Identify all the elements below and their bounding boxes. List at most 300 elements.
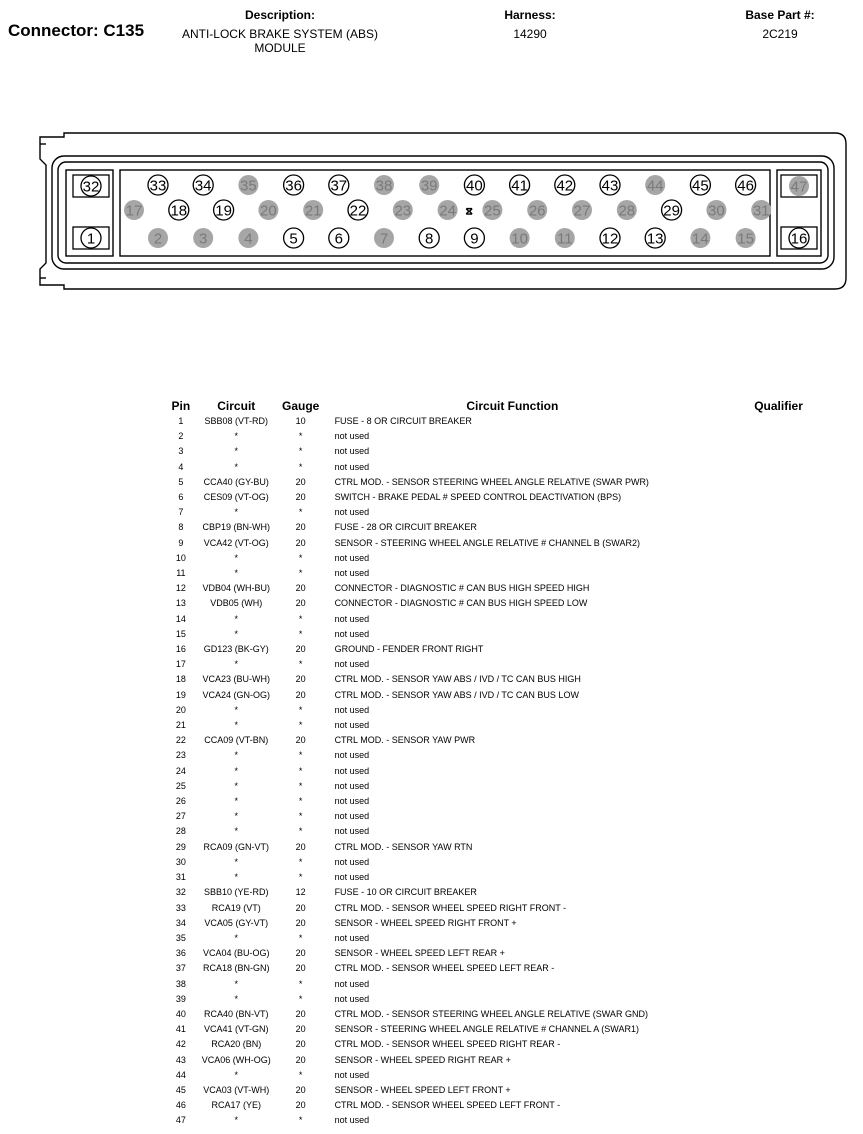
pin-label: 5 (289, 230, 298, 248)
pin-label: 19 (215, 202, 232, 220)
function-cell: CTRL MOD. - SENSOR STEERING WHEEL ANGLE RELATIVE (SWAR GND) (334, 1008, 648, 1019)
function-cell: FUSE - 10 OR CIRCUIT BREAKER (334, 887, 477, 898)
pin-label: 42 (556, 177, 574, 195)
gauge-cell: * (298, 568, 303, 579)
qualifier-cell (694, 596, 863, 611)
table-row (160, 1037, 863, 1052)
circuit-cell: * (234, 796, 239, 807)
pin-28 (617, 200, 637, 220)
function-cell: not used (334, 1115, 370, 1126)
table-row (160, 475, 863, 490)
qualifier-cell (694, 809, 863, 824)
table-header-row (160, 398, 863, 414)
function-cell: CTRL MOD. - SENSOR YAW RTN (334, 841, 473, 852)
qualifier-cell (694, 1068, 863, 1083)
qualifier-cell (694, 733, 863, 748)
gauge-cell: 20 (295, 917, 306, 928)
function-cell: not used (334, 780, 370, 791)
function-cell: SENSOR - STEERING WHEEL ANGLE RELATIVE # CHANNEL B (SWAR2) (334, 537, 640, 548)
table-row (160, 733, 863, 748)
pin-cell: 29 (175, 841, 186, 852)
pin-label: 38 (375, 177, 393, 195)
gauge-cell: 20 (295, 948, 306, 959)
pin-label: 23 (394, 202, 412, 220)
circuit-cell: VDB04 (WH-BU) (202, 583, 271, 594)
qualifier-cell (694, 1113, 863, 1128)
qualifier-cell (694, 490, 863, 505)
circuit-cell: RCA17 (YE) (211, 1100, 262, 1111)
gauge-cell: 20 (295, 1039, 306, 1050)
circuit-cell: CES09 (VT-OG) (203, 492, 269, 503)
circuit-cell: * (234, 628, 239, 639)
circuit-cell: * (234, 659, 239, 670)
pin-13 (645, 228, 665, 248)
pin-label: 9 (470, 230, 479, 248)
pin-cell: 12 (175, 583, 186, 594)
qualifier-cell (694, 1083, 863, 1098)
pin-18 (169, 200, 189, 220)
qualifier-cell (694, 688, 863, 703)
table-row (160, 840, 863, 855)
pin-cell: 11 (176, 568, 186, 579)
function-cell: not used (334, 811, 370, 822)
gauge-cell: 20 (295, 644, 306, 655)
pin-cell: 31 (175, 872, 186, 883)
pin-label: 32 (82, 178, 100, 196)
pin-cell: 34 (175, 917, 186, 928)
function-cell: not used (334, 856, 370, 867)
pin-label: 2 (153, 230, 163, 248)
qualifier-cell (694, 977, 863, 992)
pin-47 (781, 175, 817, 197)
gauge-cell: 20 (295, 537, 306, 548)
pin-8 (419, 228, 439, 248)
pin-21 (303, 200, 323, 220)
pin-41 (510, 175, 530, 195)
table-row (160, 657, 863, 672)
gauge-cell: * (298, 796, 303, 807)
pin-46 (736, 175, 756, 195)
table-row (160, 748, 863, 763)
qualifier-cell (694, 764, 863, 779)
pin-cell: 39 (175, 993, 186, 1004)
pin-label: 4 (244, 230, 253, 248)
function-cell: not used (334, 613, 370, 624)
pin-cell: 2 (178, 431, 184, 442)
table-row (160, 1098, 863, 1113)
pin-cell: 5 (178, 476, 184, 487)
qualifier-cell (694, 703, 863, 718)
circuit-cell: * (234, 856, 239, 867)
pin-cell: 28 (175, 826, 186, 837)
table-row (160, 596, 863, 611)
pin-40 (464, 175, 484, 195)
qualifier-cell (694, 1022, 863, 1037)
pin-label: 11 (557, 230, 573, 248)
pinout-table (160, 398, 863, 1129)
qualifier-cell (694, 961, 863, 976)
table-row (160, 536, 863, 551)
pin-label: 47 (790, 178, 808, 196)
pin-label: 15 (737, 230, 754, 248)
gauge-cell: 20 (295, 674, 306, 685)
circuit-cell: VDB05 (WH) (210, 598, 263, 609)
qualifier-cell (694, 901, 863, 916)
table-row (160, 764, 863, 779)
function-cell: SENSOR - WHEEL SPEED RIGHT FRONT + (334, 917, 517, 928)
function-cell: CTRL MOD. - SENSOR STEERING WHEEL ANGLE RELATIVE (SWAR PWR) (334, 476, 649, 487)
table-row (160, 612, 863, 627)
pin-label: 10 (511, 230, 528, 248)
pin-cell: 18 (175, 674, 186, 685)
pin-24 (438, 200, 458, 220)
pin-label: 26 (528, 202, 546, 220)
gauge-cell: * (298, 720, 303, 731)
pin-label: 35 (240, 177, 257, 195)
function-cell: not used (334, 461, 370, 472)
function-cell: not used (334, 1069, 370, 1080)
pin-23 (393, 200, 413, 220)
qualifier-cell (694, 855, 863, 870)
circuit-cell: RCA09 (GN-VT) (203, 841, 270, 852)
gauge-cell: * (298, 507, 303, 518)
pin-cell: 10 (175, 552, 186, 563)
gauge-cell: * (298, 461, 303, 472)
circuit-cell: VCA05 (GY-VT) (204, 917, 269, 928)
table-row (160, 794, 863, 809)
table-row (160, 490, 863, 505)
pin-label: 12 (601, 230, 619, 248)
pin-label: 27 (573, 202, 591, 220)
qualifier-cell (694, 566, 863, 581)
table-row (160, 627, 863, 642)
qualifier-cell (694, 794, 863, 809)
pin-42 (555, 175, 575, 195)
pin-cell: 26 (175, 796, 186, 807)
description-label: Description: (244, 8, 315, 22)
qualifier-cell (694, 748, 863, 763)
qualifier-cell (694, 581, 863, 596)
circuit-cell: * (234, 507, 239, 518)
pin-cell: 17 (175, 659, 186, 670)
table-row (160, 1083, 863, 1098)
pin-label: 37 (330, 177, 348, 195)
circuit-cell: * (234, 780, 239, 791)
circuit-cell: * (234, 552, 239, 563)
qualifier-cell (694, 1053, 863, 1068)
qualifier-cell (694, 444, 863, 459)
function-cell: not used (334, 993, 370, 1004)
pin-label: 43 (601, 177, 619, 195)
gauge-cell: * (298, 978, 303, 989)
gauge-cell: * (298, 856, 303, 867)
pin-11 (555, 228, 575, 248)
header-circuit: Circuit (217, 399, 256, 413)
pin-43 (600, 175, 620, 195)
gauge-cell: * (298, 552, 303, 563)
qualifier-cell (694, 520, 863, 535)
circuit-cell: CCA40 (GY-BU) (203, 476, 269, 487)
qualifier-cell (694, 536, 863, 551)
gauge-cell: * (298, 1115, 303, 1126)
pin-cell: 44 (175, 1069, 186, 1080)
table-row (160, 961, 863, 976)
table-row (160, 992, 863, 1007)
function-cell: CTRL MOD. - SENSOR YAW PWR (334, 735, 476, 746)
pin-label: 6 (334, 230, 343, 248)
circuit-cell: * (234, 872, 239, 883)
pin-33 (148, 175, 168, 195)
circuit-cell: * (234, 720, 239, 731)
function-cell: CTRL MOD. - SENSOR YAW ABS / IVD / TC CAN BUS HIGH (334, 674, 581, 685)
table-row (160, 581, 863, 596)
description-line1: ANTI-LOCK BRAKE SYSTEM (ABS) (181, 27, 379, 41)
pin-label: 13 (646, 230, 664, 248)
pin-label: 21 (304, 202, 322, 220)
qualifier-cell (694, 718, 863, 733)
table-row (160, 642, 863, 657)
circuit-cell: VCA06 (WH-OG) (201, 1054, 271, 1065)
function-cell: not used (334, 796, 370, 807)
gauge-cell: * (298, 811, 303, 822)
table-row (160, 885, 863, 900)
gauge-cell: * (298, 932, 303, 943)
pin-cell: 7 (178, 507, 184, 518)
pin-layer (73, 175, 817, 249)
gauge-cell: 20 (295, 598, 306, 609)
circuit-cell: SBB08 (VT-RD) (204, 416, 269, 426)
base-part-value: 2C219 (762, 27, 798, 41)
gauge-cell: 20 (295, 1100, 306, 1111)
circuit-cell: RCA40 (BN-VT) (204, 1008, 269, 1019)
header-pin: Pin (171, 399, 191, 413)
pin-label: 22 (349, 202, 367, 220)
pin-label: 14 (692, 230, 709, 248)
pin-cell: 27 (175, 811, 186, 822)
pin-label: 24 (439, 202, 456, 220)
circuit-cell: * (234, 431, 239, 442)
pin-label: 28 (618, 202, 636, 220)
pin-25 (482, 200, 502, 220)
function-cell: CTRL MOD. - SENSOR WHEEL SPEED LEFT FRONT - (334, 1100, 561, 1111)
table-row (160, 444, 863, 459)
qualifier-cell (694, 1037, 863, 1052)
function-cell: SENSOR - WHEEL SPEED LEFT REAR + (334, 948, 505, 959)
qualifier-cell (694, 460, 863, 475)
qualifier-cell (694, 475, 863, 490)
pin-22 (348, 200, 368, 220)
gauge-cell: 20 (295, 1084, 306, 1095)
pin-label: 18 (170, 202, 188, 220)
pin-label: 40 (466, 177, 483, 195)
pin-label: 36 (285, 177, 302, 195)
pin-cell: 21 (175, 720, 186, 731)
table-row (160, 566, 863, 581)
pin-cell: 38 (175, 978, 186, 989)
table-row (160, 977, 863, 992)
pin-cell: 9 (178, 537, 184, 548)
function-cell: CONNECTOR - DIAGNOSTIC # CAN BUS HIGH SPEED LOW (334, 598, 588, 609)
circuit-cell: SBB10 (YE-RD) (204, 887, 269, 898)
pin-31 (751, 200, 771, 220)
pin-26 (527, 200, 547, 220)
qualifier-cell (694, 657, 863, 672)
function-cell: GROUND - FENDER FRONT RIGHT (334, 644, 484, 655)
table-row (160, 1022, 863, 1037)
pin-cell: 45 (175, 1084, 186, 1095)
pin-cell: 23 (175, 750, 186, 761)
function-cell: not used (334, 552, 370, 563)
table-row (160, 551, 863, 566)
circuit-cell: RCA20 (BN) (211, 1039, 262, 1050)
pin-cell: 19 (175, 689, 186, 700)
pin-cell: 1 (178, 416, 184, 426)
svg-text:⧗: ⧗ (466, 206, 473, 216)
pin-label: 39 (420, 177, 438, 195)
qualifier-cell (694, 627, 863, 642)
circuit-cell: * (234, 765, 239, 776)
pin-3 (193, 228, 213, 248)
harness-value: 14290 (513, 27, 547, 41)
pin-29 (662, 200, 682, 220)
circuit-cell: * (234, 1069, 239, 1080)
circuit-cell: * (234, 613, 239, 624)
table-row (160, 931, 863, 946)
qualifier-cell (694, 612, 863, 627)
gauge-cell: * (298, 446, 303, 457)
table-row (160, 824, 863, 839)
circuit-cell: * (234, 461, 239, 472)
circuit-cell: * (234, 993, 239, 1004)
pin-35 (238, 175, 258, 195)
pin-label: 46 (737, 177, 754, 195)
description-line2: MODULE (254, 41, 306, 55)
pin-cell: 24 (175, 765, 186, 776)
gauge-cell: 20 (295, 963, 306, 974)
pin-cell: 43 (175, 1054, 186, 1065)
table-row (160, 703, 863, 718)
pin-label: 45 (692, 177, 709, 195)
circuit-cell: RCA19 (VT) (211, 902, 261, 913)
function-cell: not used (334, 628, 370, 639)
pin-cell: 33 (175, 902, 186, 913)
pin-cell: 32 (175, 887, 186, 898)
gauge-cell: 20 (295, 492, 306, 503)
function-cell: not used (334, 704, 370, 715)
header-gauge: Gauge (282, 399, 320, 413)
qualifier-cell (694, 870, 863, 885)
table-row (160, 1053, 863, 1068)
pin-16 (781, 227, 817, 249)
circuit-cell: RCA18 (BN-GN) (203, 963, 270, 974)
table-row (160, 520, 863, 535)
gauge-cell: 20 (295, 1008, 306, 1019)
circuit-cell: * (234, 932, 239, 943)
circuit-cell: * (234, 704, 239, 715)
gauge-cell: 20 (295, 476, 306, 487)
function-cell: not used (334, 568, 370, 579)
table-row (160, 718, 863, 733)
pin-label: 33 (149, 177, 167, 195)
gauge-cell: * (298, 826, 303, 837)
pin-label: 3 (199, 230, 208, 248)
pin-27 (572, 200, 592, 220)
pin-cell: 22 (175, 735, 186, 746)
gauge-cell: 12 (295, 887, 306, 898)
pin-label: 41 (511, 177, 528, 195)
gauge-cell: * (298, 750, 303, 761)
circuit-cell: GD123 (BK-GY) (203, 644, 269, 655)
pin-label: 17 (125, 202, 143, 220)
qualifier-cell (694, 992, 863, 1007)
pin-label: 20 (260, 202, 277, 220)
pin-45 (690, 175, 710, 195)
table-row (160, 505, 863, 520)
gauge-cell: 20 (295, 841, 306, 852)
table-row (160, 672, 863, 687)
pin-5 (284, 228, 304, 248)
pin-9 (464, 228, 484, 248)
pin-cell: 6 (178, 492, 184, 503)
qualifier-cell (694, 931, 863, 946)
pin-cell: 30 (175, 856, 186, 867)
pin-cell: 13 (175, 598, 186, 609)
pin-36 (284, 175, 304, 195)
pin-label: 8 (425, 230, 434, 248)
table-row (160, 460, 863, 475)
gauge-cell: * (298, 993, 303, 1004)
gauge-cell: * (298, 659, 303, 670)
pin-cell: 8 (178, 522, 184, 533)
pin-15 (736, 228, 756, 248)
circuit-cell: * (234, 1115, 239, 1126)
gauge-cell: * (298, 872, 303, 883)
pin-cell: 14 (175, 613, 186, 624)
pin-label: 34 (194, 177, 212, 195)
pin-label: 1 (86, 230, 96, 248)
gauge-cell: 20 (295, 1024, 306, 1035)
qualifier-cell (694, 429, 863, 444)
function-cell: CTRL MOD. - SENSOR WHEEL SPEED RIGHT FRONT - (334, 902, 567, 913)
pin-20 (258, 200, 278, 220)
gauge-cell: 20 (295, 1054, 306, 1065)
function-cell: SENSOR - WHEEL SPEED LEFT FRONT + (334, 1084, 511, 1095)
pin-4 (238, 228, 258, 248)
qualifier-cell (694, 946, 863, 961)
circuit-cell: CBP19 (BN-WH) (202, 522, 271, 533)
table-row (160, 429, 863, 444)
circuit-cell: VCA04 (BU-OG) (203, 948, 270, 959)
pin-cell: 40 (175, 1008, 186, 1019)
table-row (160, 809, 863, 824)
qualifier-cell (694, 642, 863, 657)
qualifier-cell (694, 551, 863, 566)
pin-label: 29 (663, 202, 680, 220)
qualifier-cell (694, 672, 863, 687)
pin-1 (73, 227, 109, 249)
pin-14 (690, 228, 710, 248)
table-row (160, 1113, 863, 1128)
function-cell: SWITCH - BRAKE PEDAL # SPEED CONTROL DEACTIVATION (BPS) (334, 492, 622, 503)
base-part-label: Base Part #: (745, 8, 815, 22)
pin-label: 16 (790, 230, 808, 248)
header-qualifier: Qualifier (754, 399, 803, 413)
table-row (160, 901, 863, 916)
pin-cell: 47 (175, 1115, 186, 1126)
circuit-cell: VCA03 (VT-WH) (203, 1084, 270, 1095)
header-circuit-function: Circuit Function (466, 399, 559, 413)
function-cell: not used (334, 507, 370, 518)
